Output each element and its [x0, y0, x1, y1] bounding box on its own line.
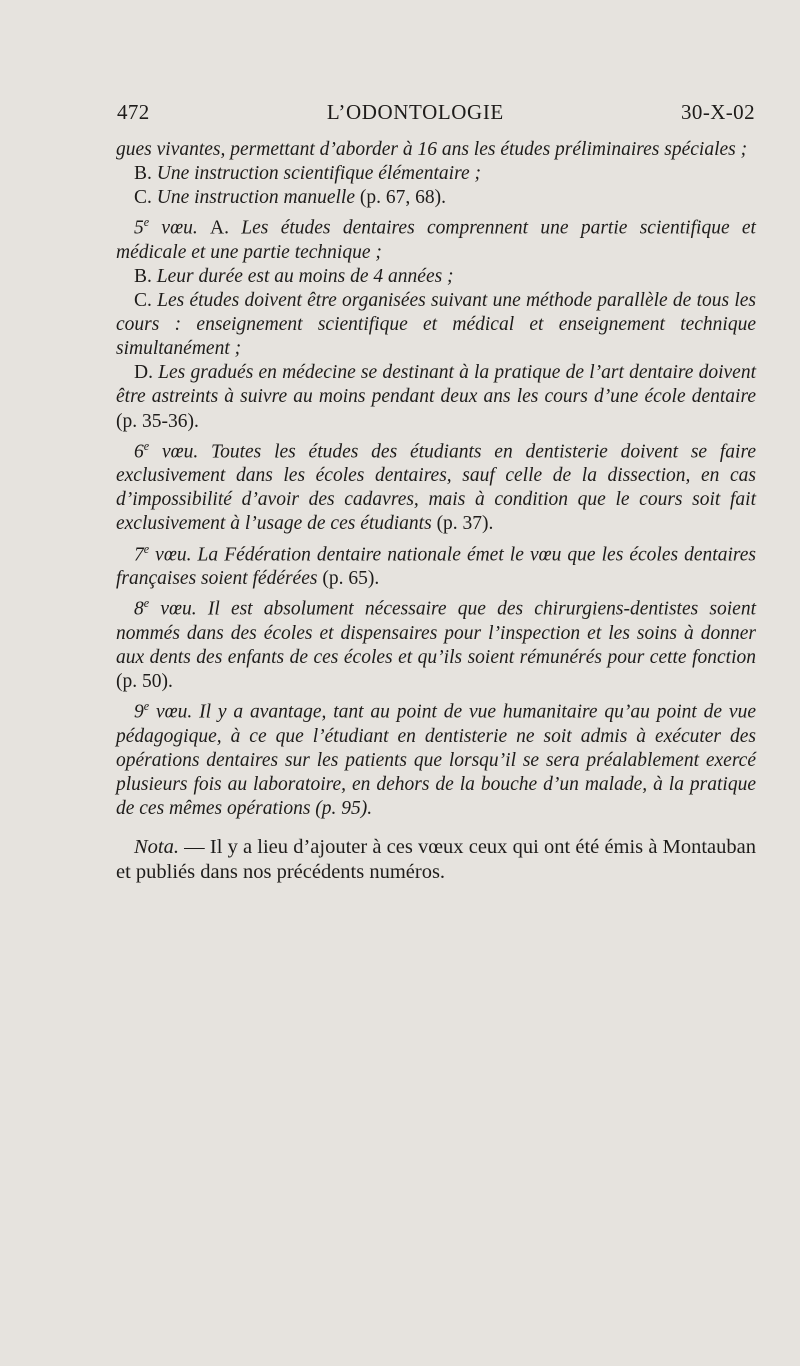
body-text	[116, 138, 756, 884]
issue-date: 30-X-02	[681, 100, 755, 124]
text-span: Les études dentaires comprennent une partie scientifique et médicale et une partie technique ;	[116, 217, 756, 263]
text-span: 7	[134, 544, 144, 565]
text-span: e	[143, 215, 150, 230]
text-span: B.	[134, 265, 157, 287]
text-span: vœu. Il y a avantage, tant au point de vue humanitaire qu’au point de vue pédagogique, à ce que l’étudiant en dentisterie ne soit admis à exécuter des opérations dentaires sur les patients que lorsqu’il se sera préalablement exercé plusieurs fois au laboratoire, en dehors de la bouche d’un malade, à la pratique de ces mêmes opérations (p. 95).	[116, 701, 756, 819]
paragraph-voeu-6	[116, 434, 756, 537]
text-span: Une instruction scientifique élémentaire ;	[156, 163, 481, 185]
text-span: B.	[134, 163, 157, 185]
paragraph-voeu-5-d	[116, 361, 756, 433]
page-number: 472	[117, 100, 150, 124]
text-span: (p. 37).	[431, 513, 494, 535]
text-span: — Il y a lieu d’ajouter à ces vœux ceux qui ont été émis à Montauban et publiés dans nos précédents numéros.	[116, 836, 756, 883]
text-span: 5	[134, 217, 144, 239]
text-span: Nota.	[134, 836, 179, 859]
text-span: A.	[210, 217, 242, 239]
text-span: vœu. La Fédération dentaire nationale émet le vœu que les écoles dentaires françaises soient fédérées	[116, 544, 756, 590]
text-span: (p. 67, 68).	[354, 187, 446, 209]
text-span: 6	[134, 441, 144, 463]
text-span: D.	[134, 362, 159, 384]
paragraph-voeu-5-c	[116, 289, 756, 361]
paragraph-voeu-5-b	[116, 265, 756, 289]
text-span: 8	[134, 598, 144, 620]
paragraph-voeu-9	[116, 694, 756, 821]
text-span: e	[143, 699, 150, 714]
paragraph-nota	[116, 835, 756, 884]
text-span: Les gradués en médecine se destinant à la pratique de l’art dentaire doivent être astreints à suivre au moins pendant deux ans les cours d’une école dentaire	[116, 362, 756, 408]
running-title: L’ODONTOLOGIE	[326, 100, 504, 124]
paragraph-continuation	[116, 138, 756, 162]
paragraph-voeu-8	[116, 591, 756, 694]
text-span: (p. 65).	[317, 568, 380, 590]
text-span: e	[143, 596, 150, 611]
text-span: C.	[134, 290, 158, 312]
paragraph-item-c	[116, 186, 756, 210]
text-span: vœu. Toutes les études des étudiants en dentisterie doivent se faire exclusivement dans les écoles dentaires, sauf celle de la dissection, en cas d’impossibilité d’avoir des cadavres, mais à condition que le cours soit fait exclusivement à l’usage de ces étudiants	[116, 441, 756, 535]
text-span: Une instruction manuelle	[156, 187, 355, 209]
paragraph-voeu-7	[116, 537, 756, 592]
paragraph-item-b	[116, 162, 756, 186]
page-header	[117, 100, 755, 125]
text-span: vœu. Il est absolument nécessaire que des chirurgiens-dentistes soient nommés dans des écoles et dispensaires pour l’inspection et les soins à donner aux dents des enfants de ces écoles et qu’ils soient rémunérés pour cette fonction	[116, 598, 756, 668]
text-span: (p. 50).	[116, 670, 173, 692]
text-span: (p. 35-36).	[116, 410, 199, 432]
text-span: vœu.	[149, 217, 211, 239]
text-span: e	[143, 541, 150, 556]
text-span: C.	[134, 187, 157, 209]
paragraph-voeu-5	[116, 210, 756, 265]
text-span: Les études doivent être organisées suivant une méthode parallèle de tous les cours : enseignement scientifique et médical et enseignement technique simultanément ;	[116, 290, 756, 360]
text-span: 9	[134, 701, 144, 723]
text-span: e	[143, 438, 150, 453]
text-span: Leur durée est au moins de 4 années ;	[156, 265, 454, 287]
text-span: gues vivantes, permettant d’aborder à 16 ans les études préliminaires spéciales ;	[116, 139, 748, 160]
